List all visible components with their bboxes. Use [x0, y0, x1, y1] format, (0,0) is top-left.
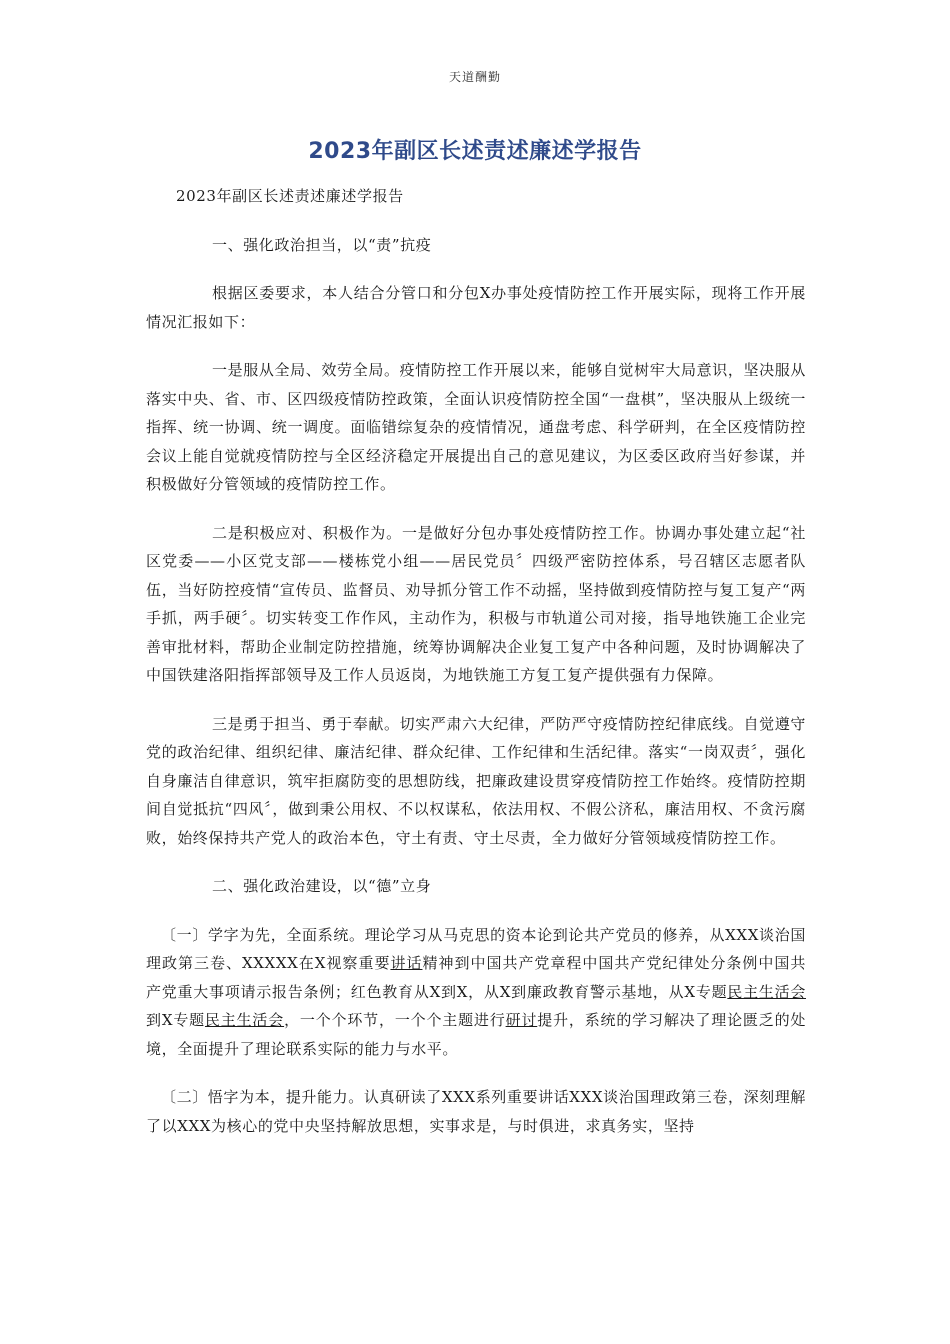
paragraph-2: 二是积极应对、积极作为。一是做好分包办事处疫情防控工作。协调办事处建立起“社区党委——小区党支部——楼栋党小组——居民党员〞四级严密防控体系，号召辖区志愿者队伍，当好防控疫情“宣传员、监督员、劝导抓分管工作不动摇，坚持做到疫情防控与复工复产“两手抓，两手硬〞。切实转变工作作风，主动作为，积极与市轨道公司对接，指导地铁施工企业完善审批材料，帮助企业制定防控措施，统筹协调解决企业复工复产中各种问题，及时协调解决了中国铁建洛阳指挥部领导及工作人员返岗，为地铁施工方复工复产提供强有力保障。 — [146, 523, 806, 684]
p4-text-a: 〔一〕学字为先，全面系统。理论学习从马克思的资本论到论共产党员的修养，从XXX谈治国理政第三卷、XXXXX在X视察重要 — [146, 925, 806, 972]
p4-underline-2: 民主生活会 — [727, 982, 806, 1001]
p4-text-e: 提升，系统的学习解决了理论匮乏的处境，全面提升了理论联系实际的能力与水平。 — [146, 1011, 806, 1058]
section-1-heading: 一、强化政治担当，以“责”抗疫 — [212, 235, 432, 254]
paragraph-4 — [146, 921, 806, 1064]
p4-text-b: 精神到中国共产党章程中国共产党纪律处分条例中国共产党重大事项请示报告条例；红色教育从X到X，从X到廉政教育警示基地，从X专题 — [146, 954, 807, 1001]
p4-underline-1: 讲话 — [390, 954, 423, 972]
intro-paragraph: 根据区委要求，本人结合分管口和分包X办事处疫情防控工作开展实际，现将工作开展情况汇报如下： — [146, 284, 806, 331]
paragraph-3: 三是勇于担当、勇于奉献。切实严肃六大纪律，严防严守疫情防控纪律底线。自觉遵守党的政治纪律、组织纪律、廉洁纪律、群众纪律、工作纪律和生活纪律。落实“一岗双责〞，强化自身廉洁自律意识，筑牢拒腐防变的思想防线，把廉政建设贯穿疫情防控工作始终。疫情防控期间自觉抵抗“四风〞，做到秉公用权、不以权谋私，依法用权、不假公济私，廉洁用权、不贪污腐败，始终保持共产党人的政治本色，守土有责、守土尽责，全力做好分管领域疫情防控工作。 — [146, 714, 806, 847]
p4-text-d: ，一个个环节，一个个主题进行 — [284, 1011, 506, 1029]
document-subtitle: 2023年副区长述责述廉述学报告 — [176, 187, 404, 205]
p4-underline-3: 民主生活会 — [204, 1011, 285, 1029]
document-title: 2023年副区长述责述廉述学报告 — [308, 139, 642, 164]
paragraph-5: 〔二〕悟字为本，提升能力。认真研读了XXX系列重要讲话XXX谈治国理政第三卷，深刻理解了以XXX为核心的党中央坚持解放思想，实事求是，与时俱进，求真务实，坚持 — [146, 1088, 806, 1135]
paragraph-1: 一是服从全局、效劳全局。疫情防控工作开展以来，能够自觉树牢大局意识，坚决服从落实中央、省、市、区四级疫情防控政策，全面认识疫情防控全国“一盘棋”，坚决服从上级统一指挥、统一协调、统一调度。面临错综复杂的疫情情况，通盘考虑、科学研判，在全区疫情防控会议上能自觉就疫情防控与全区经济稳定开展提出自己的意见建议，为区委区政府当好参谋，并积极做好分管领域的疫情防控工作。 — [146, 361, 806, 493]
document-body — [146, 182, 806, 1160]
p4-text-c: 到X专题 — [146, 1011, 205, 1029]
p4-underline-4: 研讨 — [505, 1011, 538, 1029]
section-2-heading: 二、强化政治建设，以“德”立身 — [212, 877, 432, 895]
header-mark: 天道酬勤 — [448, 70, 501, 84]
